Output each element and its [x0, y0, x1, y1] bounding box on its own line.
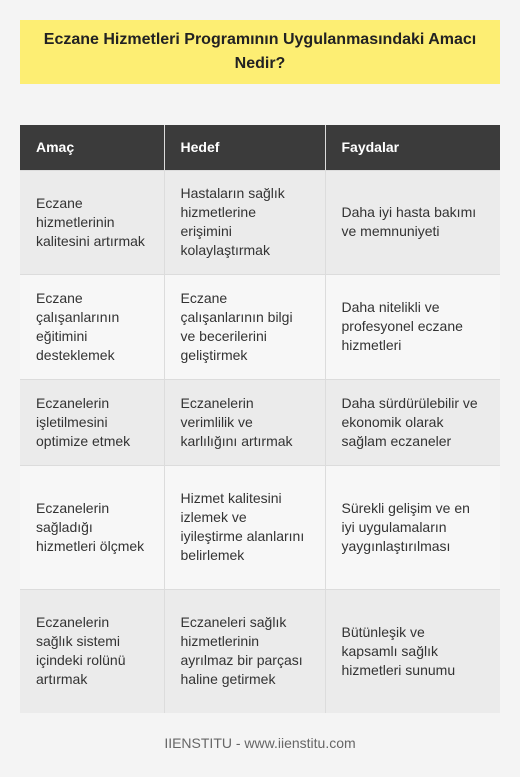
table-cell: Eczanelerin verimlilik ve karlılığını artırmak: [164, 379, 325, 465]
page-title: Eczane Hizmetleri Programının Uygulanmasındaki Amacı Nedir?: [43, 31, 477, 72]
table-cell: Sürekli gelişim ve en iyi uygulamaların yaygınlaştırılması: [325, 465, 500, 589]
table-cell: Hastaların sağlık hizmetlerine erişimini kolaylaştırmak: [164, 170, 325, 274]
footer-credit: IIENSTITU - www.iienstitu.com: [164, 735, 356, 751]
table-cell: Hizmet kalitesini izlemek ve iyileştirme alanlarını belirlemek: [164, 465, 325, 589]
table-cell: Eczane hizmetlerinin kalitesini artırmak: [20, 170, 164, 274]
table-row: [20, 589, 500, 713]
column-header-amac: Amaç: [20, 125, 164, 170]
table-cell: Bütünleşik ve kapsamlı sağlık hizmetleri sunumu: [325, 589, 500, 713]
table-cell: Eczaneleri sağlık hizmetlerinin ayrılmaz bir parçası haline getirmek: [164, 589, 325, 713]
table-cell: Daha iyi hasta bakımı ve memnuniyeti: [325, 170, 500, 274]
table-cell: Eczanelerin sağlık sistemi içindeki rolünü artırmak: [20, 589, 164, 713]
table-cell: Eczanelerin sağladığı hizmetleri ölçmek: [20, 465, 164, 589]
table-cell: Daha sürdürülebilir ve ekonomik olarak sağlam eczaneler: [325, 379, 500, 465]
table-cell: Daha nitelikli ve profesyonel eczane hizmetleri: [325, 274, 500, 379]
table-cell: Eczane çalışanlarının bilgi ve becerilerini geliştirmek: [164, 274, 325, 379]
table-row: [20, 274, 500, 379]
table-row: [20, 170, 500, 274]
table-row: [20, 465, 500, 589]
column-header-faydalar: Faydalar: [325, 125, 500, 170]
purpose-table: [20, 125, 500, 713]
title-banner: [20, 20, 500, 84]
table-cell: Eczanelerin işletilmesini optimize etmek: [20, 379, 164, 465]
column-header-hedef: Hedef: [164, 125, 325, 170]
table-row: [20, 379, 500, 465]
table-header-row: [20, 125, 500, 170]
table-cell: Eczane çalışanlarının eğitimini desteklemek: [20, 274, 164, 379]
